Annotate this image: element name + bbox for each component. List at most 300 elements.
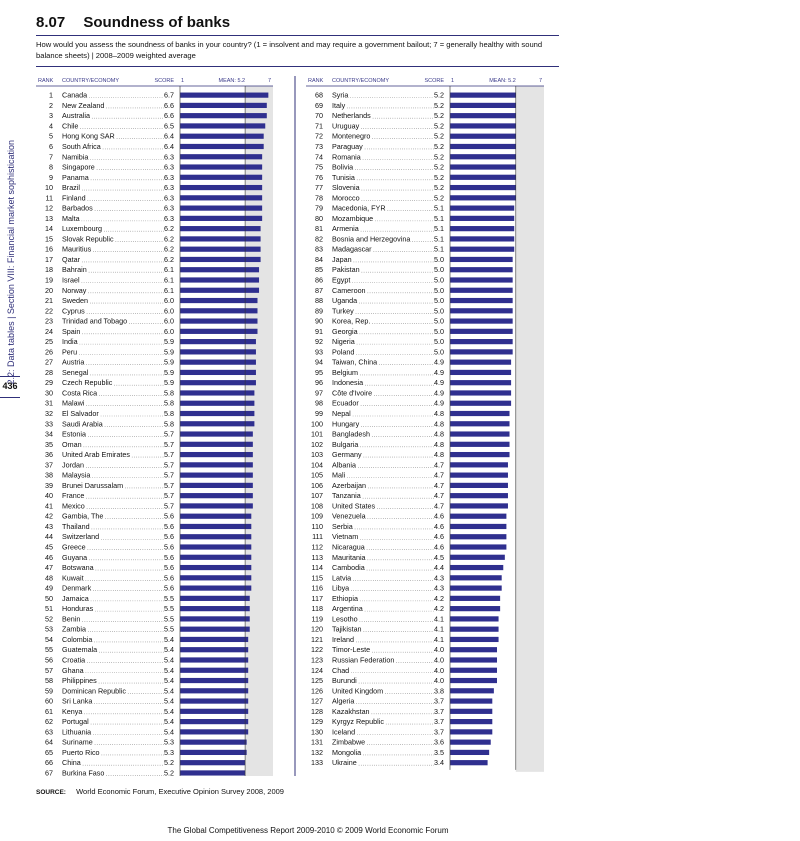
country-label: Croatia bbox=[62, 655, 86, 665]
score-bar bbox=[450, 298, 513, 303]
rank-label: 28 bbox=[45, 367, 53, 377]
score-label: 5.2 bbox=[434, 141, 444, 151]
country-label: Austria bbox=[62, 357, 85, 367]
country-label: Cyprus bbox=[62, 306, 85, 316]
country-label: Nigeria bbox=[332, 337, 355, 347]
rank-label: 130 bbox=[311, 727, 323, 737]
score-bar bbox=[180, 123, 265, 128]
rank-label: 2 bbox=[49, 100, 53, 110]
score-label: 5.4 bbox=[164, 645, 174, 655]
score-bar bbox=[180, 401, 254, 406]
score-bar bbox=[450, 555, 505, 560]
rank-label: 45 bbox=[45, 542, 53, 552]
score-label: 4.7 bbox=[434, 491, 444, 501]
score-bar bbox=[180, 421, 254, 426]
rank-label: 125 bbox=[311, 676, 323, 686]
header-axis-min: 1 bbox=[181, 78, 185, 84]
score-bar bbox=[180, 575, 251, 580]
score-label: 4.9 bbox=[434, 388, 444, 398]
rank-label: 20 bbox=[45, 285, 53, 295]
score-label: 5.7 bbox=[164, 439, 174, 449]
score-bar bbox=[450, 164, 516, 169]
score-label: 5.3 bbox=[164, 737, 174, 747]
score-label: 5.2 bbox=[164, 768, 174, 776]
score-bar bbox=[180, 370, 256, 375]
score-label: 5.6 bbox=[164, 532, 174, 542]
score-label: 5.7 bbox=[164, 450, 174, 460]
title-rule bbox=[36, 35, 559, 36]
score-bar bbox=[180, 688, 248, 693]
country-label: Turkey bbox=[332, 306, 354, 316]
score-bar bbox=[450, 206, 514, 211]
score-bar bbox=[450, 277, 513, 282]
rank-label: 96 bbox=[315, 378, 323, 388]
score-label: 5.2 bbox=[434, 162, 444, 172]
score-bar bbox=[180, 277, 259, 282]
country-label: Côte d'Ivoire bbox=[332, 388, 373, 398]
score-label: 5.6 bbox=[164, 583, 174, 593]
score-label: 6.3 bbox=[164, 183, 174, 193]
country-label: Libya bbox=[332, 583, 350, 593]
score-label: 4.9 bbox=[434, 357, 444, 367]
rank-label: 74 bbox=[315, 152, 323, 162]
country-label: Burkina Faso bbox=[62, 768, 105, 776]
country-label: Finland bbox=[62, 193, 86, 203]
rank-label: 7 bbox=[49, 152, 53, 162]
score-label: 4.7 bbox=[434, 460, 444, 470]
score-label: 5.0 bbox=[434, 326, 444, 336]
rank-label: 124 bbox=[311, 665, 323, 675]
score-bar bbox=[450, 195, 516, 200]
score-label: 5.1 bbox=[434, 224, 444, 234]
score-bar bbox=[450, 452, 510, 457]
score-label: 4.6 bbox=[434, 511, 444, 521]
rank-label: 85 bbox=[315, 265, 323, 275]
score-label: 3.7 bbox=[434, 696, 444, 706]
rank-label: 83 bbox=[315, 244, 323, 254]
score-label: 4.5 bbox=[434, 552, 444, 562]
score-bar bbox=[450, 431, 510, 436]
score-label: 6.6 bbox=[164, 100, 174, 110]
rank-label: 132 bbox=[311, 747, 323, 757]
score-bar bbox=[180, 760, 245, 765]
country-label: Chad bbox=[332, 665, 350, 675]
score-label: 4.9 bbox=[434, 398, 444, 408]
country-label: Hungary bbox=[332, 419, 360, 429]
rank-label: 73 bbox=[315, 141, 323, 151]
score-label: 5.3 bbox=[164, 747, 174, 757]
rank-label: 113 bbox=[311, 552, 323, 562]
score-bar bbox=[450, 668, 497, 673]
score-label: 4.2 bbox=[434, 593, 444, 603]
score-label: 5.8 bbox=[164, 398, 174, 408]
rank-label: 106 bbox=[311, 480, 323, 490]
score-bar bbox=[180, 606, 250, 611]
rank-label: 5 bbox=[49, 131, 53, 141]
score-bar bbox=[450, 493, 508, 498]
score-label: 3.7 bbox=[434, 706, 444, 716]
country-label: Malta bbox=[62, 213, 80, 223]
rank-label: 12 bbox=[45, 203, 53, 213]
header-rank: RANK bbox=[308, 78, 324, 84]
score-label: 6.4 bbox=[164, 141, 174, 151]
score-label: 6.0 bbox=[164, 296, 174, 306]
rank-label: 119 bbox=[311, 614, 323, 624]
rank-label: 41 bbox=[45, 501, 53, 511]
country-label: Jamaica bbox=[62, 593, 89, 603]
rank-label: 23 bbox=[45, 316, 53, 326]
score-bar bbox=[180, 134, 264, 139]
score-label: 5.0 bbox=[434, 296, 444, 306]
rank-label: 72 bbox=[315, 131, 323, 141]
rank-label: 129 bbox=[311, 717, 323, 727]
score-label: 6.3 bbox=[164, 172, 174, 182]
rank-label: 100 bbox=[311, 419, 323, 429]
score-bar bbox=[180, 524, 251, 529]
score-bar bbox=[180, 657, 248, 662]
country-label: Trinidad and Tobago bbox=[62, 316, 128, 326]
score-bar bbox=[180, 411, 254, 416]
country-label: Albania bbox=[332, 460, 356, 470]
country-label: Romania bbox=[332, 152, 361, 162]
score-bar bbox=[450, 401, 511, 406]
rank-label: 40 bbox=[45, 491, 53, 501]
score-label: 5.6 bbox=[164, 542, 174, 552]
rank-label: 67 bbox=[45, 768, 53, 776]
score-label: 4.8 bbox=[434, 429, 444, 439]
score-bar bbox=[180, 154, 262, 159]
score-bar bbox=[450, 627, 499, 632]
score-bar bbox=[450, 154, 516, 159]
rank-label: 18 bbox=[45, 265, 53, 275]
score-label: 6.3 bbox=[164, 203, 174, 213]
score-bar bbox=[180, 431, 253, 436]
country-label: Dominican Republic bbox=[62, 686, 126, 696]
header-axis-max: 7 bbox=[267, 78, 271, 84]
rank-label: 65 bbox=[45, 747, 53, 757]
rank-label: 75 bbox=[315, 162, 323, 172]
score-label: 4.8 bbox=[434, 439, 444, 449]
score-bar bbox=[450, 442, 510, 447]
score-bar bbox=[450, 349, 513, 354]
header-axis-min: 1 bbox=[451, 78, 455, 84]
score-bar bbox=[180, 247, 261, 252]
country-label: Taiwan, China bbox=[332, 357, 378, 367]
score-label: 5.4 bbox=[164, 655, 174, 665]
score-label: 5.8 bbox=[164, 388, 174, 398]
country-label: Korea, Rep. bbox=[332, 316, 371, 326]
score-label: 6.2 bbox=[164, 244, 174, 254]
score-bar bbox=[450, 698, 492, 703]
score-bar bbox=[450, 113, 516, 118]
score-label: 6.1 bbox=[164, 275, 174, 285]
rank-label: 88 bbox=[315, 296, 323, 306]
country-label: Uganda bbox=[332, 296, 358, 306]
rank-label: 107 bbox=[311, 491, 323, 501]
score-label: 5.7 bbox=[164, 429, 174, 439]
score-label: 6.2 bbox=[164, 254, 174, 264]
rank-label: 44 bbox=[45, 532, 53, 542]
score-bar bbox=[180, 206, 262, 211]
score-label: 5.0 bbox=[434, 306, 444, 316]
country-label: Nepal bbox=[332, 409, 351, 419]
rank-label: 52 bbox=[45, 614, 53, 624]
rank-label: 24 bbox=[45, 326, 53, 336]
page-title bbox=[36, 14, 230, 31]
country-label: Bangladesh bbox=[332, 429, 370, 439]
country-label: Denmark bbox=[62, 583, 92, 593]
rank-label: 64 bbox=[45, 737, 53, 747]
country-label: Benin bbox=[62, 614, 81, 624]
country-label: Bahrain bbox=[62, 265, 87, 275]
country-label: Zimbabwe bbox=[332, 737, 366, 747]
rank-label: 19 bbox=[45, 275, 53, 285]
score-bar bbox=[450, 637, 499, 642]
score-label: 5.5 bbox=[164, 624, 174, 634]
country-label: Gambia, The bbox=[62, 511, 104, 521]
score-label: 5.5 bbox=[164, 614, 174, 624]
score-label: 3.4 bbox=[434, 758, 444, 768]
indicator-number: 8.07 bbox=[36, 14, 66, 31]
country-label: Lesotho bbox=[332, 614, 358, 624]
country-label: New Zealand bbox=[62, 100, 105, 110]
score-bar bbox=[450, 123, 516, 128]
score-bar bbox=[450, 103, 516, 108]
score-label: 6.3 bbox=[164, 152, 174, 162]
rank-label: 123 bbox=[311, 655, 323, 665]
score-bar bbox=[180, 616, 250, 621]
rank-label: 93 bbox=[315, 347, 323, 357]
score-bar bbox=[180, 164, 262, 169]
country-label: China bbox=[62, 758, 81, 768]
score-bar bbox=[450, 257, 513, 262]
score-label: 6.6 bbox=[164, 111, 174, 121]
rank-label: 127 bbox=[311, 696, 323, 706]
page-number: 436 bbox=[2, 381, 18, 391]
rank-label: 99 bbox=[315, 409, 323, 419]
header-axis-max: 7 bbox=[538, 78, 542, 84]
country-label: Costa Rica bbox=[62, 388, 98, 398]
score-bar bbox=[450, 462, 508, 467]
rank-label: 101 bbox=[311, 429, 323, 439]
score-label: 4.7 bbox=[434, 480, 444, 490]
country-label: Bulgaria bbox=[332, 439, 359, 449]
rank-label: 32 bbox=[45, 409, 53, 419]
score-bar bbox=[180, 678, 248, 683]
score-bar bbox=[450, 606, 500, 611]
indicator-title: Soundness of banks bbox=[83, 14, 231, 31]
score-label: 5.9 bbox=[164, 357, 174, 367]
score-bar bbox=[450, 740, 491, 745]
country-label: Paraguay bbox=[332, 141, 363, 151]
score-bar bbox=[180, 195, 262, 200]
rank-label: 53 bbox=[45, 624, 53, 634]
score-label: 3.6 bbox=[434, 737, 444, 747]
rank-label: 61 bbox=[45, 706, 53, 716]
country-label: Tanzania bbox=[332, 491, 361, 501]
ranking-chart-svg bbox=[36, 76, 556, 776]
country-label: United Arab Emirates bbox=[62, 450, 130, 460]
rank-label: 58 bbox=[45, 676, 53, 686]
country-label: Ireland bbox=[332, 634, 354, 644]
country-label: Ghana bbox=[62, 665, 84, 675]
rank-label: 14 bbox=[45, 224, 53, 234]
survey-question: How would you assess the soundness of banks in your country? (1 = insolvent and may require a government bailout; 7 = generally healthy with sound balance sheets) | 2008–2009 weighted average bbox=[36, 40, 543, 60]
score-bar bbox=[450, 421, 510, 426]
score-bar bbox=[180, 349, 256, 354]
score-label: 5.2 bbox=[434, 152, 444, 162]
rank-label: 16 bbox=[45, 244, 53, 254]
country-label: United States bbox=[332, 501, 376, 511]
rank-label: 1 bbox=[49, 90, 53, 100]
country-label: Estonia bbox=[62, 429, 86, 439]
score-label: 5.6 bbox=[164, 563, 174, 573]
country-label: Suriname bbox=[62, 737, 93, 747]
rank-label: 9 bbox=[49, 172, 53, 182]
score-label: 5.6 bbox=[164, 573, 174, 583]
score-bar bbox=[180, 555, 251, 560]
score-label: 5.9 bbox=[164, 347, 174, 357]
score-bar bbox=[180, 380, 256, 385]
header-country: COUNTRY/ECONOMY bbox=[332, 78, 390, 84]
country-label: India bbox=[62, 337, 78, 347]
country-label: Oman bbox=[62, 439, 82, 449]
rank-label: 55 bbox=[45, 645, 53, 655]
score-bar bbox=[180, 462, 253, 467]
score-bar bbox=[180, 236, 261, 241]
country-label: Ukraine bbox=[332, 758, 357, 768]
country-label: Barbados bbox=[62, 203, 93, 213]
country-label: Czech Republic bbox=[62, 378, 113, 388]
score-label: 5.4 bbox=[164, 706, 174, 716]
rank-label: 11 bbox=[45, 193, 53, 203]
rank-label: 110 bbox=[311, 521, 323, 531]
score-label: 6.5 bbox=[164, 121, 174, 131]
score-bar bbox=[450, 514, 506, 519]
score-label: 5.7 bbox=[164, 470, 174, 480]
rank-label: 69 bbox=[315, 100, 323, 110]
score-label: 4.8 bbox=[434, 419, 444, 429]
score-bar bbox=[180, 339, 256, 344]
rank-label: 8 bbox=[49, 162, 53, 172]
score-bar bbox=[450, 247, 514, 252]
country-label: Uruguay bbox=[332, 121, 360, 131]
country-label: Azerbaijan bbox=[332, 480, 366, 490]
score-label: 5.0 bbox=[434, 347, 444, 357]
rank-label: 90 bbox=[315, 316, 323, 326]
score-label: 5.5 bbox=[164, 593, 174, 603]
score-bar bbox=[450, 750, 489, 755]
rank-label: 120 bbox=[311, 624, 323, 634]
rank-label: 112 bbox=[311, 542, 323, 552]
score-bar bbox=[450, 308, 513, 313]
score-bar bbox=[180, 257, 261, 262]
country-label: Spain bbox=[62, 326, 81, 336]
country-label: Australia bbox=[62, 111, 90, 121]
country-label: Chile bbox=[62, 121, 79, 131]
country-label: Argentina bbox=[332, 604, 363, 614]
country-label: Bosnia and Herzegovina bbox=[332, 234, 411, 244]
country-label: Canada bbox=[62, 90, 88, 100]
rank-label: 76 bbox=[315, 172, 323, 182]
score-bar bbox=[180, 483, 253, 488]
country-label: Bolivia bbox=[332, 162, 354, 172]
score-bar bbox=[180, 668, 248, 673]
score-label: 5.4 bbox=[164, 717, 174, 727]
country-label: Brunei Darussalam bbox=[62, 480, 124, 490]
rank-label: 71 bbox=[315, 121, 323, 131]
page-number-rule-bottom bbox=[0, 397, 20, 398]
score-bar bbox=[450, 585, 502, 590]
score-bar bbox=[180, 534, 251, 539]
score-bar bbox=[450, 719, 492, 724]
rank-label: 104 bbox=[311, 460, 323, 470]
header-mean: MEAN: 5.2 bbox=[218, 78, 246, 84]
score-label: 5.2 bbox=[434, 193, 444, 203]
score-label: 6.2 bbox=[164, 234, 174, 244]
country-label: Montenegro bbox=[332, 131, 371, 141]
country-label: Panama bbox=[62, 172, 89, 182]
score-label: 6.7 bbox=[164, 90, 174, 100]
score-bar bbox=[450, 688, 494, 693]
score-bar bbox=[180, 596, 250, 601]
country-label: Mauritius bbox=[62, 244, 92, 254]
score-bar bbox=[450, 678, 497, 683]
rank-label: 91 bbox=[315, 326, 323, 336]
rank-label: 43 bbox=[45, 521, 53, 531]
score-label: 4.2 bbox=[434, 604, 444, 614]
country-label: Brazil bbox=[62, 183, 80, 193]
score-label: 4.6 bbox=[434, 532, 444, 542]
score-label: 4.8 bbox=[434, 409, 444, 419]
country-label: Egypt bbox=[332, 275, 351, 285]
score-label: 3.7 bbox=[434, 727, 444, 737]
score-bar bbox=[180, 103, 267, 108]
score-bar bbox=[180, 698, 248, 703]
score-label: 5.7 bbox=[164, 491, 174, 501]
score-label: 5.9 bbox=[164, 367, 174, 377]
country-label: Thailand bbox=[62, 521, 90, 531]
rank-label: 94 bbox=[315, 357, 323, 367]
country-label: Russian Federation bbox=[332, 655, 395, 665]
rank-label: 29 bbox=[45, 378, 53, 388]
score-bar bbox=[450, 596, 500, 601]
score-label: 4.3 bbox=[434, 573, 444, 583]
country-label: Macedonia, FYR bbox=[332, 203, 386, 213]
rank-label: 115 bbox=[311, 573, 323, 583]
country-label: Ethiopia bbox=[332, 593, 358, 603]
score-bar bbox=[180, 709, 248, 714]
rank-label: 56 bbox=[45, 655, 53, 665]
rank-label: 15 bbox=[45, 234, 53, 244]
rank-label: 6 bbox=[49, 141, 53, 151]
country-label: South Africa bbox=[62, 141, 101, 151]
rank-label: 109 bbox=[311, 511, 323, 521]
rank-label: 102 bbox=[311, 439, 323, 449]
score-label: 5.4 bbox=[164, 686, 174, 696]
country-label: United Kingdom bbox=[332, 686, 384, 696]
rank-label: 35 bbox=[45, 439, 53, 449]
country-label: Madagascar bbox=[332, 244, 372, 254]
country-label: Indonesia bbox=[332, 378, 364, 388]
source-note bbox=[36, 787, 284, 796]
rank-label: 118 bbox=[311, 604, 323, 614]
rank-label: 108 bbox=[311, 501, 323, 511]
score-label: 5.2 bbox=[164, 758, 174, 768]
score-label: 6.1 bbox=[164, 285, 174, 295]
score-bar bbox=[180, 452, 253, 457]
country-label: Sweden bbox=[62, 296, 88, 306]
